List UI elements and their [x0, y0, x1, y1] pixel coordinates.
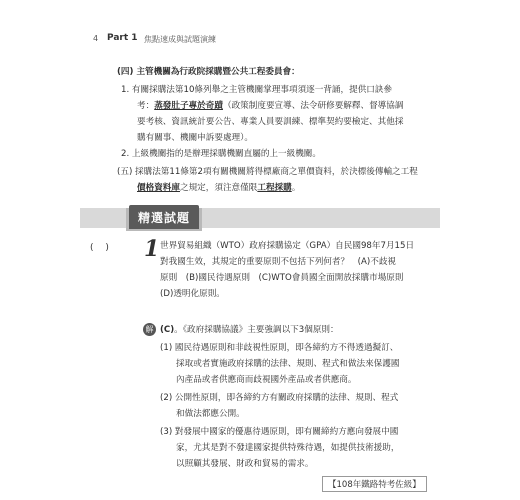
- section-5-line-1: (五) 採購法第11條第2項有關機關將得標廠商之單價資料，於決標後傳輸之工程: [117, 167, 418, 177]
- explanation-p1-line-1: (1) 國民待遇原則和非歧視性原則，即各締約方不得透過擬訂、: [160, 343, 399, 353]
- chapter-title: 焦點速成與試題演練: [144, 35, 216, 44]
- item-1-line-3: 要考核、資訊統計要公告、專業人員要訓練、標準契約要檢定、其他採: [137, 117, 404, 127]
- answer-blank: ( ): [90, 243, 109, 253]
- item-1-line-1: 1. 有關採購法第10條列舉之主管機關掌理事項須逐一背誦，提供口訣參: [121, 85, 393, 95]
- explanation-p3-line-2: 家，尤其是對不發達國家提供特殊待遇，如提供技術援助，: [176, 443, 400, 453]
- explanation-p3-line-1: (3) 對發展中國家的優惠待遇原則，即有關締約方應向發展中國: [160, 427, 399, 437]
- exam-source-tag: 【108年鐵路特考佐級】: [322, 476, 427, 492]
- explanation-icon: 解: [143, 323, 156, 336]
- question-line-1: 世界貿易組織（WTO）政府採購協定（GPA）自民國98年7月15日: [160, 241, 415, 251]
- item-2: 2. 上級機關指的是辦理採購機關直屬的上一級機關。: [121, 149, 321, 159]
- section-5-line-2-rest: 之規定，須注意僅限: [179, 183, 258, 193]
- explanation-p2-line-2: 和做法都應公開。: [176, 409, 245, 419]
- explanation-p3-line-3: 以照顧其發展、財政和貿易的需求。: [176, 459, 314, 469]
- question-number: 1: [144, 236, 160, 262]
- explanation-p1-line-3: 內產品或者供應商而歧視國外產品或者供應商。: [176, 375, 357, 385]
- question-line-3: 原則 (B)國民待遇原則 (C)WTO會員國全面開放採購市場原則: [160, 273, 404, 283]
- item-1-prefix: 考：: [137, 101, 155, 111]
- item-1-mnemonic: 蒸發肚子專於奇蹟: [154, 101, 223, 111]
- explanation-p2-line-1: (2) 公開性原則，即各締約方有關政府採購的法律、規則、程式: [160, 393, 399, 403]
- item-1-line-4: 購有關事、機關申訴要處理）。: [137, 133, 254, 143]
- explanation-answer: (C): [160, 325, 175, 335]
- item-1-line-2-rest: （政策制度要宣導、法令研修要解釋、督導協調: [222, 101, 404, 111]
- question-line-4: (D)透明化原則。: [160, 289, 225, 299]
- section-5-line-2: 價格資料庫之規定，須注意僅限工程採購。: [137, 183, 301, 193]
- section-4-heading: (四) 主管機關為行政院採購暨公共工程委員會：: [117, 67, 300, 77]
- price-database-term: 價格資料庫: [137, 183, 180, 193]
- question-line-2: 對我國生效，其規定的重要原則不包括下列何者？ (A)不歧視: [160, 257, 397, 267]
- explanation-intro: (C)。《政府採購協議》主要強調以下3個原則：: [160, 325, 339, 335]
- part-label: Part 1: [107, 33, 138, 43]
- explanation-p1-line-2: 採取或者實施政府採購的法律、規則、程式和做法來保護國: [176, 359, 400, 369]
- engineering-procurement-term: 工程採購: [257, 183, 292, 193]
- item-1-line-2: [137, 98, 403, 114]
- page-number: 4: [93, 34, 99, 43]
- banner-title: 精選試題: [129, 205, 199, 229]
